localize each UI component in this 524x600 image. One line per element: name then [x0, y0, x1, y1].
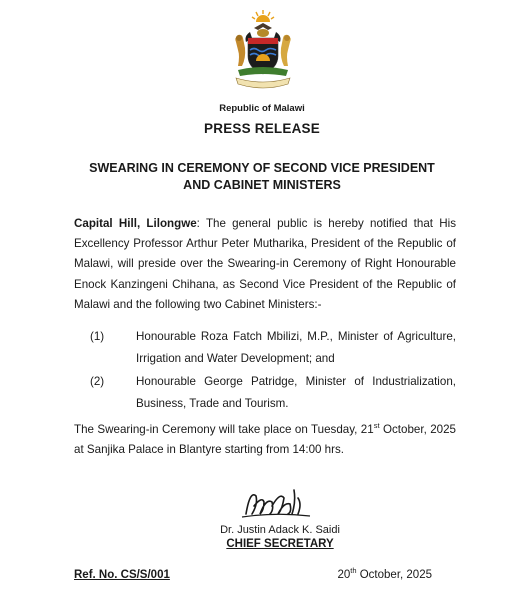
- minister-item-number: (1): [90, 330, 105, 343]
- intro-text: : The general public is hereby notified that His Excellency Professor Arthur Peter Mutharika, President of the Republic of Malawi, will preside over the Swearing-in Ceremony of Right Honourable Enock Kanzingeni Chihana, as Second Vice President of the Republic of Malawi and the following two Cabinet Ministers:-: [74, 217, 456, 311]
- minister-item-number: (2): [90, 375, 105, 388]
- reference-number: Ref. No. CS/S/001: [74, 569, 170, 581]
- headline: [60, 160, 464, 194]
- closing-paragraph: [74, 420, 456, 460]
- document-type-title: PRESS RELEASE: [204, 121, 320, 136]
- closing-text-part1: The Swearing-in Ceremony will take place on Tuesday, 21: [74, 423, 374, 436]
- intro-paragraph: [74, 214, 456, 315]
- closing-ordinal-suffix: st: [373, 421, 380, 431]
- country-name: Republic of Malawi: [219, 103, 305, 114]
- signer-name: Dr. Justin Adack K. Saidi: [220, 524, 340, 536]
- minister-item-text: Honourable George Patridge, Minister of Industrialization, Business, Trade and Tourism.: [136, 375, 456, 410]
- headline-line-2: AND CABINET MINISTERS: [183, 178, 341, 192]
- release-date: [337, 566, 432, 581]
- coat-of-arms-icon: [230, 8, 296, 92]
- release-date-day: 20: [337, 569, 351, 581]
- release-date-rest: October, 2025: [356, 569, 432, 581]
- signer-title: CHIEF SECRETARY: [226, 538, 334, 550]
- dateline: Capital Hill, Lilongwe: [74, 217, 197, 230]
- headline-line-1: SWEARING IN CEREMONY OF SECOND VICE PRESIDENT: [89, 161, 435, 175]
- closing-text-part2: October, 2025 at Sanjika Palace in Blantyre starting from 14:00 hrs.: [74, 423, 457, 457]
- minister-item-text: Honourable Roza Fatch Mbilizi, M.P., Minister of Agriculture, Irrigation and Water Development; and: [136, 330, 456, 365]
- release-date-suffix: th: [350, 566, 357, 576]
- handwritten-signature: [236, 484, 316, 524]
